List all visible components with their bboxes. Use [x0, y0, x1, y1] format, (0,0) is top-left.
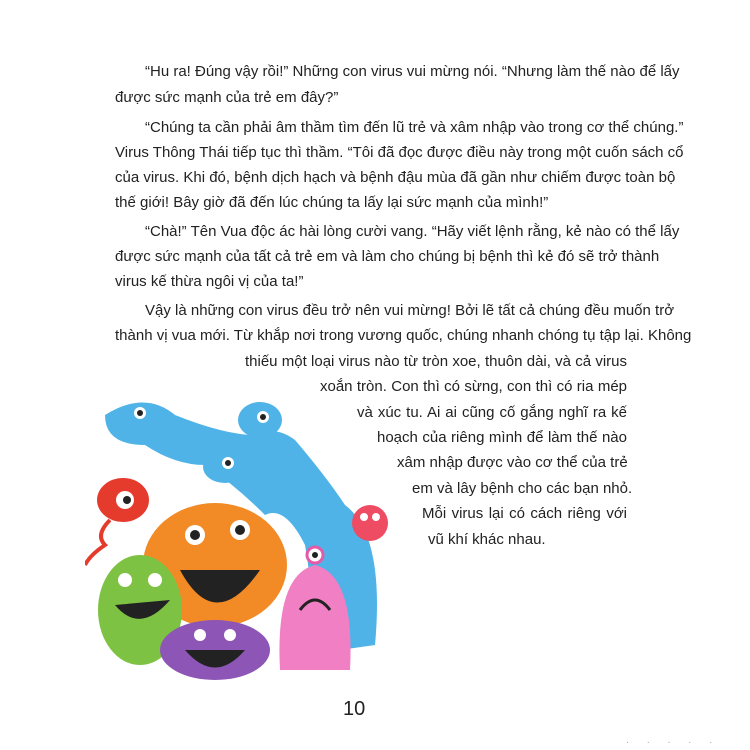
- text-line: thế giới! Bây giờ đã đến lúc chúng ta lấy lại sức mạnh của mình!”: [115, 194, 549, 211]
- purple-virus: [160, 620, 270, 680]
- virus-illustration: [85, 395, 425, 695]
- pink-round-virus: [352, 505, 388, 541]
- text-line: “Chúng ta cần phải âm thầm tìm đến lũ trẻ và xâm nhập vào trong cơ thể chúng.”: [145, 119, 684, 136]
- text-line: thành vị vua mới. Từ khắp nơi trong vương quốc, chúng nhanh chóng tụ tập lại. Không: [115, 327, 692, 344]
- text-line: “Chà!” Tên Vua độc ác hài lòng cười vang. “Hãy viết lệnh rằng, kẻ nào có thể lấy: [145, 223, 680, 240]
- red-virus: [85, 478, 149, 565]
- text-line: xâm nhập được vào cơ thể của trẻ: [397, 454, 628, 471]
- text-line: Vậy là những con virus đều trở nên vui mừng! Bởi lẽ tất cả chúng đều muốn trở: [145, 302, 675, 319]
- text-line: em và lây bệnh cho các bạn nhỏ.: [412, 480, 633, 497]
- text-line: “Hu ra! Đúng vậy rồi!” Những con virus vui mừng nói. “Nhưng làm thế nào để lấy: [145, 63, 680, 80]
- text-line: Virus Thông Thái tiếp tục thì thầm. “Tôi đã đọc được điều này trong một cuốn sách cổ: [115, 144, 684, 161]
- text-line: Mỗi virus lại có cách riêng với: [422, 505, 627, 522]
- text-line: thiếu một loại virus nào từ tròn xoe, thuôn dài, và cả virus: [245, 353, 627, 370]
- text-line: được sức mạnh của trẻ em đây?”: [115, 89, 339, 106]
- text-line: được sức mạnh của tất cả trẻ em và làm cho chúng bị bệnh thì kẻ đó sẽ trở thành: [115, 248, 660, 265]
- page-edge-dots: .....: [626, 735, 730, 746]
- text-line: hoạch của riêng mình để làm thế nào: [377, 429, 627, 446]
- text-line: virus kế thừa ngôi vị của ta!”: [115, 273, 304, 290]
- page-number: 10: [343, 698, 366, 720]
- text-line: và xúc tu. Ai ai cũng cố gắng nghĩ ra kế: [357, 404, 627, 421]
- text-line: xoắn tròn. Con thì có sừng, con thì có ria mép: [320, 378, 627, 395]
- text-line: của virus. Khi đó, bệnh dịch hạch và bệnh đậu mùa đã gần như chiếm được toàn bộ: [115, 169, 676, 186]
- text-line: vũ khí khác nhau.: [428, 531, 546, 548]
